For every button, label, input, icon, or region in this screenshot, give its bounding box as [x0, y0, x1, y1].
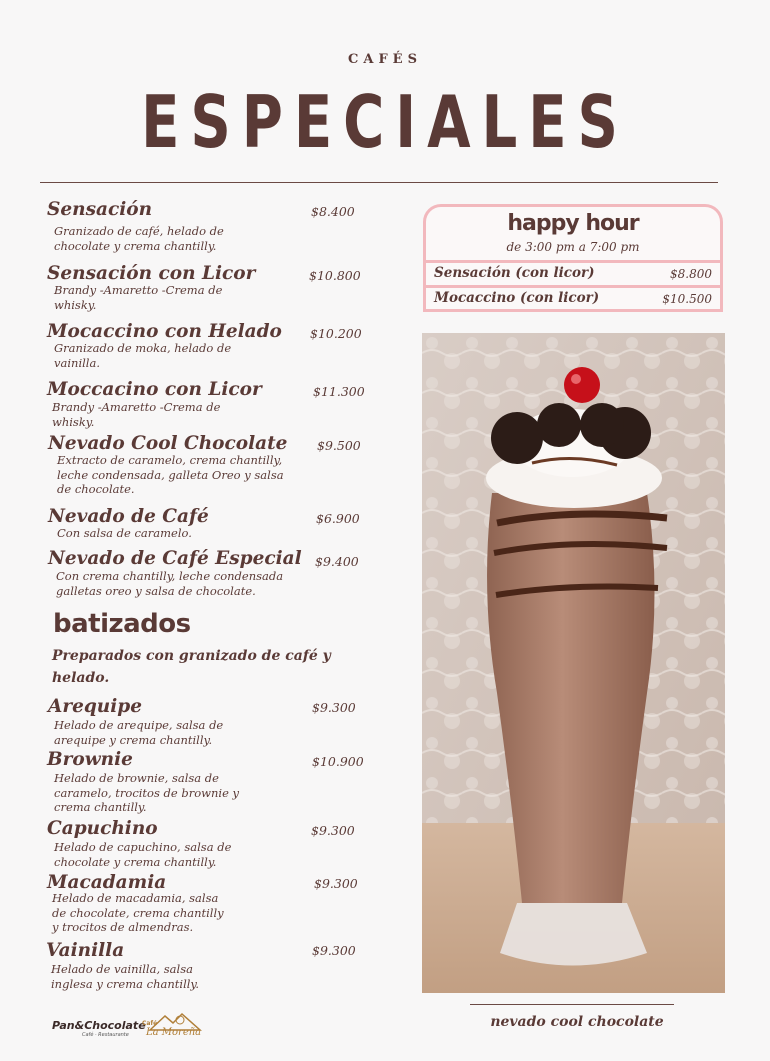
menu-item-name: Vainilla — [46, 940, 125, 961]
menu-item-name: Sensación — [47, 199, 153, 220]
cafe-la-morena-logo — [140, 1008, 215, 1048]
menu-item-desc: Con salsa de caramelo. — [57, 526, 192, 540]
happy-hour-title: happy hour — [507, 211, 639, 236]
menu-item-price: $10.200 — [310, 326, 362, 341]
menu-item-desc: Brandy -Amaretto -Crema de whisky. — [54, 283, 223, 312]
section-kicker: CAFÉS — [348, 52, 422, 67]
happy-hour-row — [426, 260, 720, 284]
menu-item-desc: Granizado de café, helado de chocolate y crema chantilly. — [54, 224, 224, 253]
happy-hour-item-price: $8.800 — [670, 267, 712, 281]
menu-item-name: Nevado de Café — [48, 506, 209, 527]
title-divider — [40, 182, 718, 183]
menu-item-name: Nevado Cool Chocolate — [48, 433, 288, 454]
menu-item-price: $8.400 — [311, 204, 355, 219]
section-title-batizados: batizados — [53, 609, 191, 639]
menu-item-name: Capuchino — [47, 818, 158, 839]
menu-item-price: $9.300 — [311, 823, 355, 838]
menu-item-desc: Brandy -Amaretto -Crema de whisky. — [52, 400, 221, 429]
logo-subtext: Café · Restaurante — [82, 1032, 129, 1038]
menu-item-name: Mocaccino con Helado — [47, 321, 282, 342]
menu-item-price: $9.500 — [317, 438, 361, 453]
menu-item-price: $9.300 — [312, 700, 356, 715]
menu-item-name: Nevado de Café Especial — [48, 548, 302, 569]
menu-item-name: Sensación con Licor — [47, 263, 256, 284]
logo2-text: La Moreña — [146, 1027, 202, 1038]
menu-item-desc: Helado de capuchino, salsa de chocolate y crema chantilly. — [54, 840, 232, 869]
menu-item-desc: Con crema chantilly, leche condensada galletas oreo y salsa de chocolate. — [56, 569, 284, 598]
menu-item-desc: Helado de macadamia, salsa de chocolate, crema chantilly y trocitos de almendras. — [52, 891, 224, 934]
logo2-top-text: Café — [142, 1020, 158, 1027]
menu-item-price: $9.400 — [315, 554, 359, 569]
photo-caption: nevado cool chocolate — [490, 1014, 664, 1030]
page-title: ESPECIALES — [141, 80, 629, 164]
menu-item-desc: Helado de brownie, salsa de caramelo, trocitos de brownie y crema chantilly. — [54, 771, 240, 814]
drink-photo — [422, 333, 725, 993]
menu-item-price: $11.300 — [313, 384, 365, 399]
pan-chocolate-logo — [52, 1019, 146, 1038]
menu-item-price: $6.900 — [316, 511, 360, 526]
happy-hour-item-name: Sensación (con licor) — [434, 265, 595, 281]
menu-item-name: Macadamia — [47, 872, 167, 893]
menu-item-desc: Granizado de moka, helado de vainilla. — [54, 341, 232, 370]
happy-hour-item-price: $10.500 — [662, 292, 712, 306]
section-intro: Preparados con granizado de café y helado. — [52, 648, 331, 686]
menu-item-desc: Helado de arequipe, salsa de arequipe y crema chantilly. — [54, 718, 224, 747]
menu-item-price: $9.300 — [314, 876, 358, 891]
happy-hour-row — [426, 285, 720, 309]
menu-item-price: $10.900 — [312, 754, 364, 769]
menu-item-price: $9.300 — [312, 943, 356, 958]
logo-text: Pan&Chocolate — [52, 1019, 146, 1032]
happy-hour-box — [423, 204, 723, 312]
happy-hour-item-name: Mocaccino (con licor) — [434, 290, 600, 306]
menu-item-name: Moccacino con Licor — [47, 379, 262, 400]
menu-item-price: $10.800 — [309, 268, 361, 283]
caption-divider — [470, 1004, 674, 1005]
menu-item-name: Brownie — [47, 749, 133, 770]
happy-hour-hours: de 3:00 pm a 7:00 pm — [506, 240, 640, 254]
menu-item-desc: Extracto de caramelo, crema chantilly, leche condensada, galleta Oreo y salsa de chocolate. — [57, 453, 284, 496]
menu-item-desc: Helado de vainilla, salsa inglesa y crema chantilly. — [51, 962, 200, 991]
menu-item-name: Arequipe — [48, 696, 142, 717]
